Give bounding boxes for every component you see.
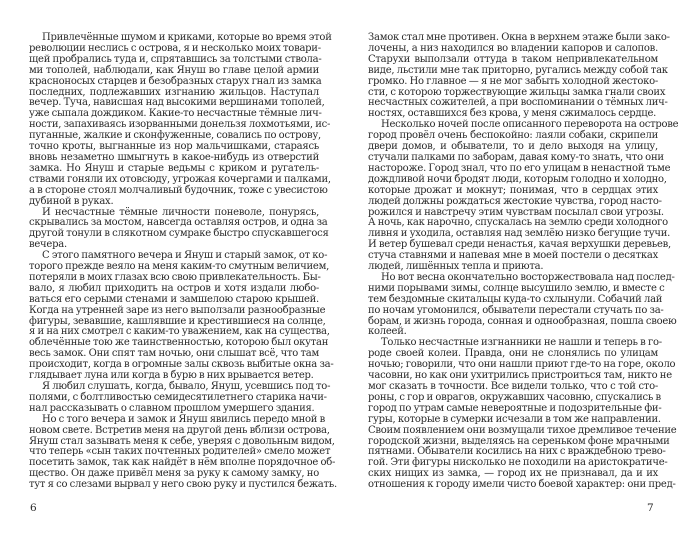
text-line: щей пробрались туда и, спрятавшись за толстыми ствола- (29, 53, 322, 65)
right-page (341, 0, 681, 540)
text-line: торого прежде веяло на меня каким-то смутным величием, (29, 261, 330, 273)
text-line: роны, с гор и оврагов, окружавших часовню, спускались в (368, 391, 661, 403)
text-line: что теперь «сын таких почтенных родителей» смело может (29, 446, 331, 458)
text-line: гой. Эти фигуры нисколько не походили на аристократиче- (368, 457, 668, 469)
text-line: двери домов, и обыватели, то и дело выходя на улицу, (368, 141, 658, 153)
text-line: С этого памятного вечера и Януш и старый замок, от ко- (42, 250, 328, 262)
text-line: уже сыпала дождиком. Какие-то несчастные тёмные лич- (29, 108, 322, 120)
text-line: глядывает луна или когда в бурю в них врывается ветер. (29, 370, 314, 382)
text-line: сти, с которою торжествующие жильцы замка гнали своих (368, 86, 666, 98)
text-line: Своим появлением они возмущали тихое дремливое течение (368, 424, 677, 436)
text-line: по ночам угомонился, обыватели перестали стучать по за- (368, 304, 664, 316)
right-page-text (368, 32, 679, 491)
text-line: красноносых старцев и безобразных старух гнал из замка (29, 75, 322, 87)
text-line: роде своей колеи. Правда, они не слонялись по улицам (368, 348, 658, 360)
text-line: пуганные, жалкие и сконфуженные, совались по острову, (29, 130, 321, 142)
text-line: скрывались за мостом, навсегда оставляя остров, и одна за (29, 217, 328, 229)
text-line: город по утрам самые невероятные и подозрительные фи- (368, 402, 662, 414)
text-line: вновь незаметно шмыгнуть в какое-нибудь из отверстий (29, 151, 319, 163)
text-line: И несчастные тёмные личности поневоле, понурясь, (42, 206, 319, 218)
text-line: которые дрожат и мокнут; понимая, что в сердцах этих (368, 184, 658, 196)
text-line: Но вот весна окончательно восторжествовала над послед- (381, 271, 675, 283)
text-line: ских нищих из замка, — город их не признавал, да и их (368, 468, 658, 480)
text-line: ностях, оставшихся без крова, у меня сжималось сердце. (368, 108, 657, 120)
right-page-number: 7 (647, 502, 654, 514)
text-line: Старухи выползали оттуда в таком непривлекательном (368, 53, 658, 65)
text-line: вечер. Туча, нависшая над высокими вершинами тополей, (29, 97, 325, 109)
text-line: Я любил слушать, когда, бывало, Януш, усевшись под то- (42, 381, 331, 392)
text-line: виде, льстили мне так приторно, ругались между собой так (368, 64, 668, 76)
text-line: часовни, но как они ухитрились пристроиться там, никто не (368, 370, 672, 382)
left-page-text (29, 32, 337, 491)
text-line: гуры, которые в сумерки исчезали в том же направлении. (368, 413, 661, 425)
text-line: громко. Но главное — я не мог забыть холодной жестоко- (368, 75, 658, 87)
text-line: Когда на утренней заре из него выползали разнообразные (29, 304, 326, 316)
text-line: облечённые тою же таинственностью, которою был окутан (29, 337, 329, 349)
text-line: полями, с болтливостью семидесятилетнего старика начи- (29, 391, 327, 403)
text-line: Януш стал зазывать меня к себе, уверяя с довольным видом, (29, 435, 335, 447)
text-line: нал рассказывать о славном прошлом умершего здания. (29, 402, 315, 414)
text-line: я и на них смотрел с каким-то уважением, как на существа, (29, 326, 330, 338)
left-page-number: 6 (30, 502, 37, 514)
text-line: ности, запахиваясь изорванными донельзя лохмотьями, ис- (29, 119, 331, 131)
text-line: ливня и уходила, оставляя над землёю низко бегущие тучи. (368, 228, 671, 240)
text-line: Но с того вечера и замок и Януш явились передо мной в (42, 413, 326, 425)
text-line: дождливой ночи бродят люди, которым голодно и холодно, (368, 173, 667, 185)
text-line: людей должны рождаться жестокие чувства, город насто- (368, 195, 662, 207)
text-line: замка. Но Януш и старые ведьмы с криком и ругатель- (29, 162, 319, 174)
text-line: тут я со слезами вырвал у него свою руку и пустился бежать. (29, 479, 337, 491)
text-line: щество. Он даже привёл меня за руку к самому замку, но (29, 468, 319, 480)
text-line: настороже. Город знал, что по его улицам в ненастной тьме (368, 162, 671, 174)
left-page (0, 0, 340, 540)
text-line: последних, подлежавших изгнанию жильцов. Наступал (29, 86, 319, 98)
text-line: ваться его серыми стенами и замшелою старою крышей. (29, 293, 319, 305)
text-line: другой тонули в слякотном сумраке быстро спускавшегося (29, 228, 329, 240)
text-line: весь замок. Они спят там ночью, они слышат всё, что там (29, 348, 319, 360)
text-line: А ночь, как нарочно, спускалась на землю среди холодного (368, 217, 668, 229)
text-line: ними порывами зимы, солнце высушило землю, и вместе с (368, 282, 665, 294)
text-line: И ветер бушевал среди ненастья, качая верхушки деревьев, (368, 239, 671, 251)
text-line: стучали палками по заборам, давая кому-то знать, что они (368, 151, 664, 163)
text-line: а в стороне стоял молчаливый будочник, тоже с увесистою (29, 184, 328, 196)
text-line: ми тополей, наблюдали, как Януш во главе целой армии (29, 64, 319, 76)
text-line: город провёл очень беспокойно: лаяли собаки, скрипели (368, 130, 658, 142)
text-line: пятнами. Обыватели косились на них с враждебною трево- (368, 446, 666, 458)
text-line: происходит, когда в огромные залы сквозь выбитые окна за- (29, 359, 334, 371)
text-line: вечера. (29, 239, 67, 251)
text-line: дубиной в руках. (29, 195, 114, 207)
text-line: рожился и навстречу этим чувствам посылал свои угрозы. (368, 206, 664, 218)
text-line: несчастных сожителей, а при воспоминании о тёмных лич- (368, 97, 668, 109)
text-line: Замок стал мне противен. Окна в верхнем этаже были зако- (368, 32, 670, 43)
text-line: новом свете. Встретив меня на другой день вблизи острова, (29, 424, 330, 436)
text-line: ствами гоняли их отовсюду, угрожая кочергами и палками, (29, 173, 331, 185)
text-line: отношения к городу имели чисто боевой характер: они пред- (368, 479, 676, 491)
text-line: лочены, а низ находился во владении капоров и салопов. (368, 42, 658, 54)
text-line: точно кроты, выгнанные из нор мальчишками, стараясь (29, 141, 319, 153)
text-line: революции неслись с острова, я и несколько моих товари- (29, 42, 321, 54)
text-line: колеей. (368, 326, 407, 338)
text-line: посетить замок, так как найдёт в нём вполне порядочное об- (29, 457, 336, 469)
text-line: мог сказать в точности. Все видели только, что с той сто- (368, 381, 658, 392)
text-line: тем бездомные скитальцы куда-то схлынули. Собачий лай (368, 293, 663, 305)
text-line: потеряли в моих глазах всю свою привлекательность. Бы- (29, 271, 321, 283)
text-line: фигуры, зевавшие, кашлявшие и крестившиеся на солнце, (29, 315, 326, 327)
text-line: Только несчастные изгнанники не нашли и теперь в го- (381, 337, 662, 349)
text-line: стуча ставнями и напевая мне в моей постели о десятках (368, 250, 658, 262)
text-line: вало, я любил приходить на остров и хотя издали любо- (29, 282, 319, 294)
text-line: ночью; говорили, что они нашли приют где-то на горе, около (368, 359, 676, 371)
text-line: Привлечённые шумом и криками, которые во время этой (42, 32, 332, 43)
text-line: Несколько ночей после описанного переворота на острове (381, 119, 679, 131)
text-line: городской жизни, выделяясь на сереньком фоне мрачными (368, 435, 670, 447)
text-line: борам, и жизнь города, сонная и однообразная, пошла своею (368, 315, 677, 327)
text-line: людей, лишённых тепла и приюта. (368, 261, 544, 273)
